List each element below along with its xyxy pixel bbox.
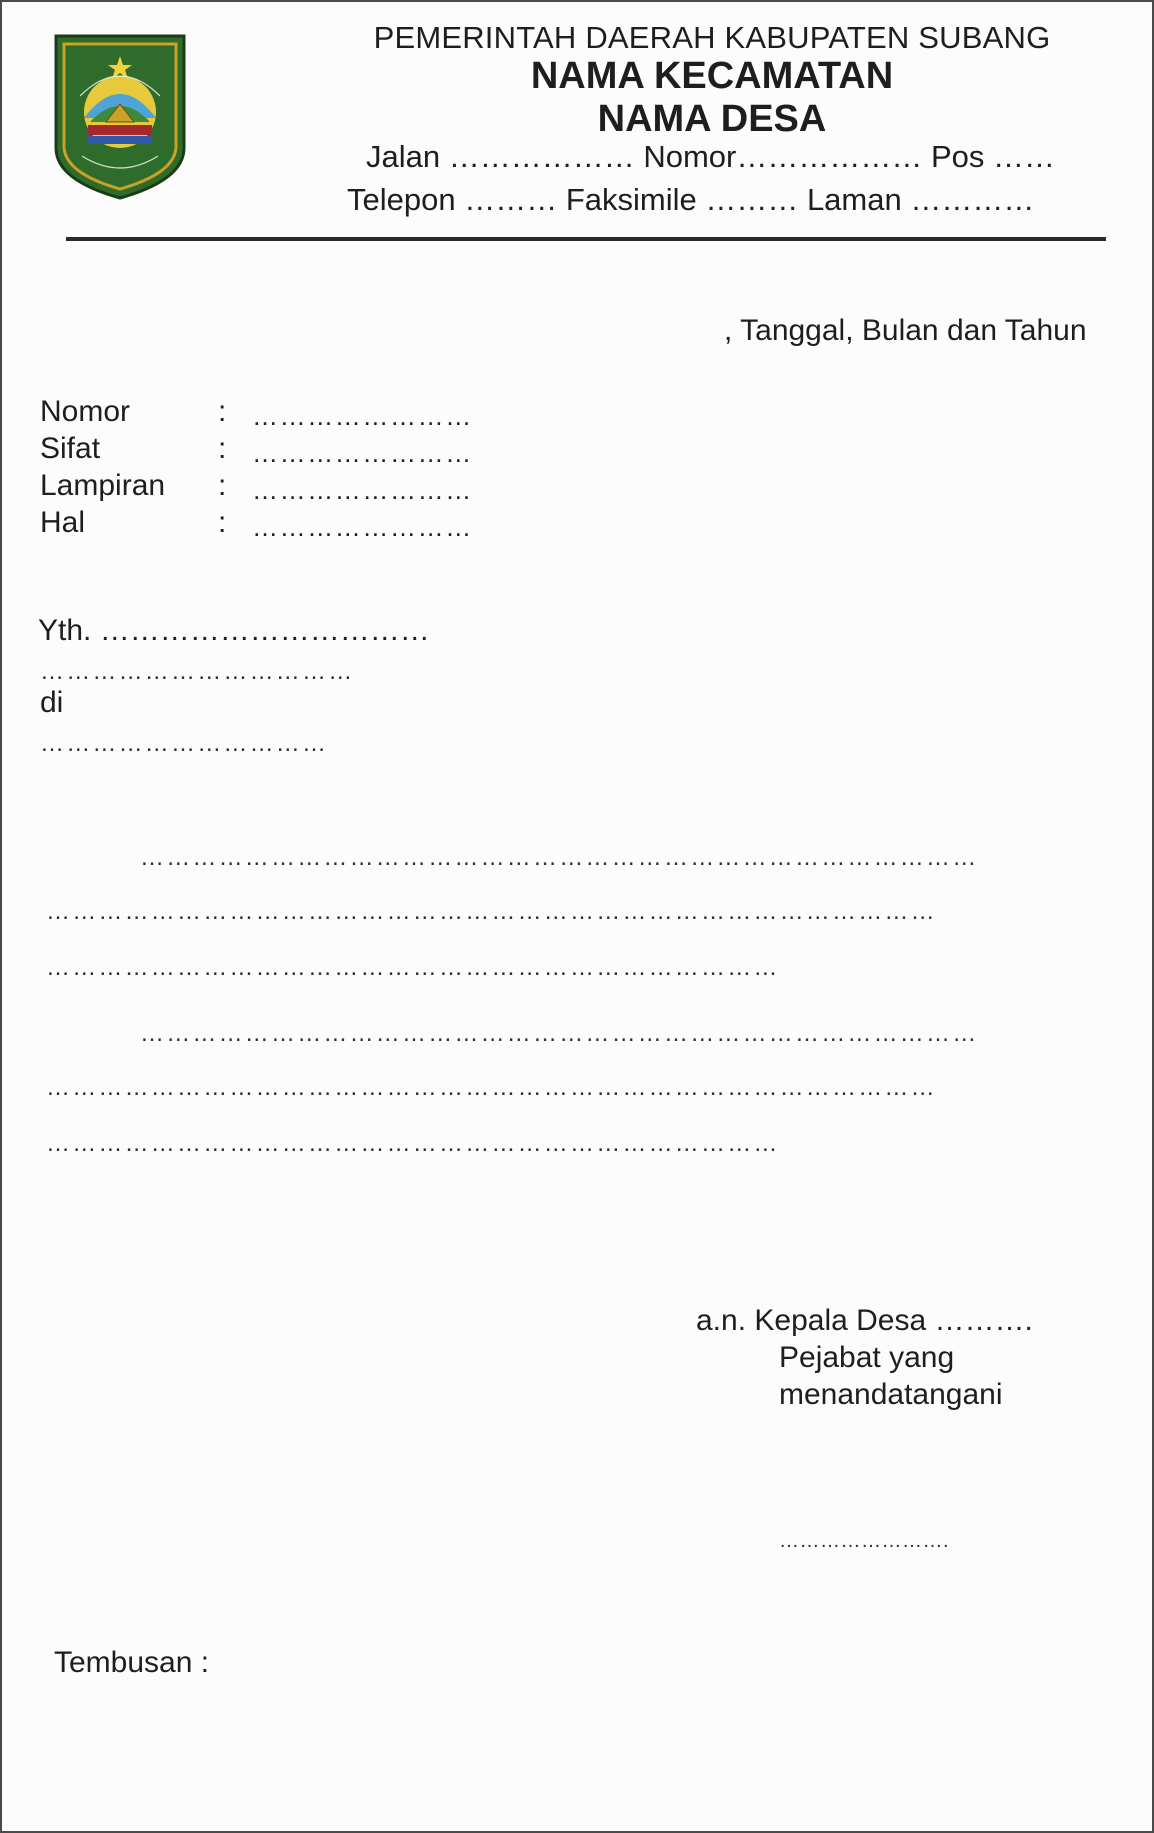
- meta-colon: :: [218, 506, 227, 539]
- meta-value-nomor: ……………………: [252, 401, 473, 431]
- body-line: …………………………………………………………………………: [46, 1130, 780, 1157]
- signature-on-behalf: a.n. Kepala Desa ……….: [696, 1304, 1033, 1337]
- tembusan-label: Tembusan :: [54, 1646, 210, 1679]
- meta-label-sifat: Sifat: [40, 432, 101, 465]
- meta-value-lampiran: ……………………: [252, 475, 473, 505]
- header-address-line: Jalan ……………… Nomor……………… Pos ……: [366, 139, 1055, 174]
- recipient-line-4: ……………………………: [40, 730, 329, 757]
- signature-official-title: Pejabat yang: [779, 1341, 955, 1374]
- header-contact-line: Telepon ……… Faksimile ……… Laman …………: [347, 182, 1035, 217]
- recipient-di: di: [40, 686, 64, 719]
- body-line: ……………………………………………………………………………………: [140, 844, 979, 871]
- recipient-line-2: ………………………………: [40, 658, 355, 685]
- meta-value-hal: ……………………: [252, 512, 473, 542]
- meta-colon: :: [218, 432, 227, 465]
- header-district-name: NAMA KECAMATAN: [530, 55, 894, 97]
- meta-colon: :: [218, 469, 227, 502]
- meta-label-lampiran: Lampiran: [40, 469, 166, 502]
- meta-value-sifat: ……………………: [252, 438, 473, 468]
- header-village-name: NAMA DESA: [597, 98, 827, 140]
- meta-label-nomor: Nomor: [40, 395, 131, 428]
- recipient-yth: Yth. ……………………………: [38, 614, 430, 647]
- body-line: …………………………………………………………………………: [46, 954, 780, 981]
- meta-label-hal: Hal: [40, 506, 86, 539]
- meta-colon: :: [218, 395, 227, 428]
- body-line: …………………………………………………………………………………………: [46, 898, 937, 925]
- signature-official-subtitle: menandatangani: [779, 1378, 1003, 1411]
- body-line: …………………………………………………………………………………………: [46, 1074, 937, 1101]
- header-government-name: PEMERINTAH DAERAH KABUPATEN SUBANG: [373, 20, 1051, 55]
- header-divider: [66, 237, 1106, 241]
- letter-date: , Tanggal, Bulan dan Tahun: [724, 314, 1087, 347]
- signature-name: …………………….: [779, 1530, 950, 1552]
- body-line: ……………………………………………………………………………………: [140, 1020, 979, 1047]
